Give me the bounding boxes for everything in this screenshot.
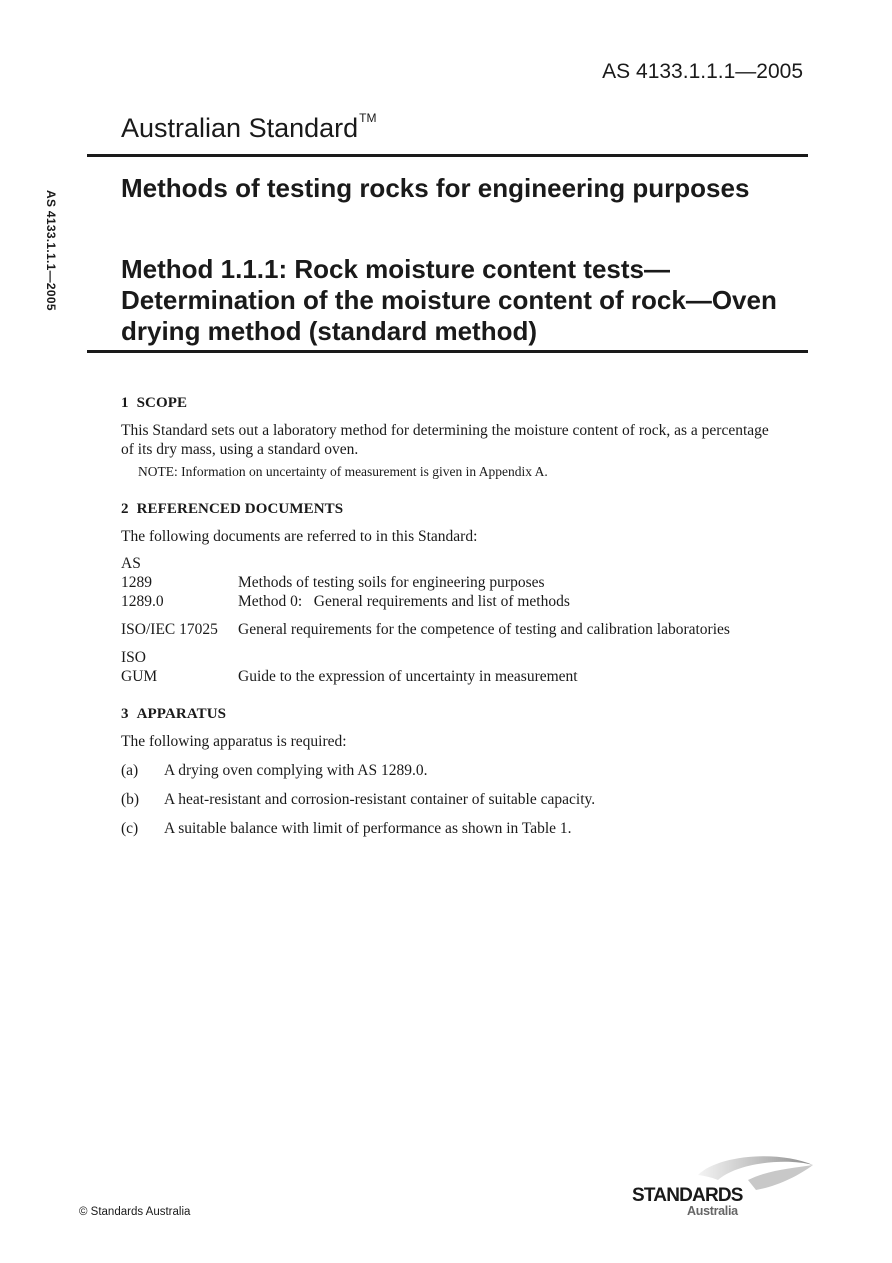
section-references: [121, 501, 771, 686]
references-intro: The following documents are referred to in this Standard:: [121, 528, 478, 545]
reference-prefix: ISO: [121, 649, 146, 666]
reference-group-as: [121, 554, 771, 611]
section-number: 3: [121, 706, 129, 722]
list-item-text: A heat-resistant and corrosion-resistant container of suitable capacity.: [164, 791, 596, 808]
reference-row: [121, 667, 771, 686]
list-item-label: (c): [121, 820, 139, 837]
reference-row: [121, 592, 771, 611]
trademark-mark: TM: [359, 111, 377, 125]
reference-group-iso-iec: [121, 620, 771, 639]
list-item-label: (a): [121, 762, 139, 779]
section-scope: [121, 395, 771, 481]
standards-australia-logo: [628, 1150, 818, 1225]
list-item-label: (b): [121, 791, 140, 808]
brand-name: Australian Standard: [121, 113, 359, 143]
section-apparatus: [121, 706, 771, 838]
reference-group-iso: [121, 648, 771, 686]
reference-prefix: AS: [121, 555, 141, 572]
reference-title: Guide to the expression of uncertainty in measurement: [238, 668, 578, 685]
reference-title: Methods of testing soils for engineering purposes: [238, 574, 545, 591]
list-item: [121, 790, 771, 809]
section-title: SCOPE: [136, 395, 188, 411]
list-item-text: A drying oven complying with AS 1289.0.: [164, 762, 428, 779]
reference-code: GUM: [121, 668, 158, 685]
reference-row: [121, 620, 771, 639]
document-number: AS 4133.1.1.1—2005: [602, 60, 803, 83]
section-title: APPARATUS: [136, 706, 227, 722]
section-heading: [121, 706, 771, 723]
list-item: [121, 819, 771, 838]
apparatus-intro: The following apparatus is required:: [121, 733, 347, 750]
scope-note: NOTE: Information on uncertainty of measurement is given in Appendix A.: [138, 464, 548, 479]
section-title: REFERENCED DOCUMENTS: [136, 501, 344, 517]
main-title: Methods of testing rocks for engineering purposes: [121, 173, 750, 203]
reference-title: Method 0: General requirements and list of methods: [238, 593, 570, 610]
list-item: [121, 761, 771, 780]
top-rule: [87, 154, 808, 157]
method-title: Method 1.1.1: Rock moisture content tests—Determination of the moisture content of rock—Oven drying method (standard method): [121, 254, 777, 346]
logo-text-australia: Australia: [687, 1204, 738, 1218]
copyright-notice: © Standards Australia: [79, 1206, 191, 1218]
document-body: [121, 395, 771, 858]
section-number: 2: [121, 501, 129, 517]
reference-title: General requirements for the competence of testing and calibration laboratories: [238, 621, 730, 638]
logo-text-standards: STANDARDS: [632, 1185, 743, 1206]
list-item-text: A suitable balance with limit of performance as shown in Table 1.: [164, 820, 572, 837]
scope-text: This Standard sets out a laboratory method for determining the moisture content of rock, as a percentage of its dry mass, using a standard oven.: [121, 422, 769, 458]
bottom-rule: [87, 350, 808, 353]
side-document-label: AS 4133.1.1.1—2005: [44, 190, 58, 311]
section-number: 1: [121, 395, 129, 411]
reference-code: 1289: [121, 574, 152, 591]
reference-code: 1289.0: [121, 593, 164, 610]
section-heading: [121, 501, 771, 518]
reference-row: [121, 573, 771, 592]
section-heading: [121, 395, 771, 412]
reference-code: ISO/IEC 17025: [121, 621, 218, 638]
brand-title: [121, 111, 376, 144]
